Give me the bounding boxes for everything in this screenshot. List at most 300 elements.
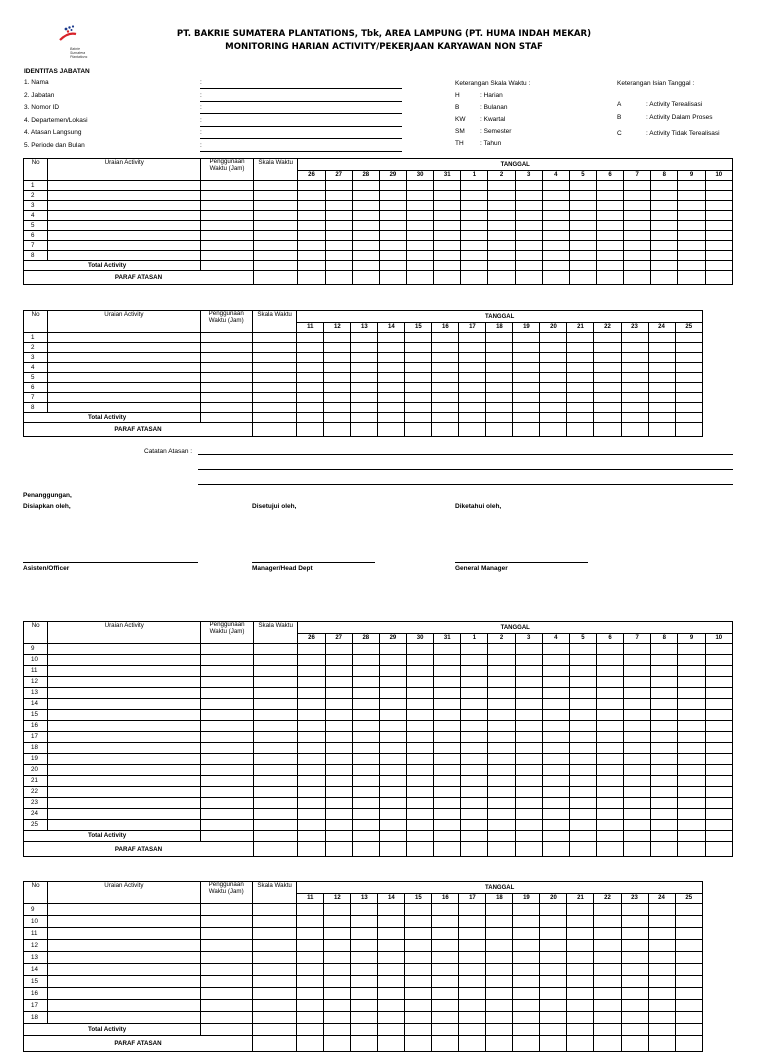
table-cell[interactable] bbox=[325, 765, 352, 776]
table-cell[interactable] bbox=[379, 211, 406, 221]
table-cell[interactable] bbox=[675, 928, 702, 940]
table-cell[interactable] bbox=[434, 677, 461, 688]
total-cell[interactable] bbox=[705, 831, 732, 842]
table-cell[interactable] bbox=[597, 231, 624, 241]
table-cell[interactable] bbox=[48, 754, 201, 765]
table-cell[interactable] bbox=[379, 181, 406, 191]
table-cell[interactable] bbox=[48, 373, 200, 383]
table-cell[interactable] bbox=[324, 940, 351, 952]
paraf-cell[interactable] bbox=[252, 1036, 296, 1052]
table-cell[interactable] bbox=[624, 688, 651, 699]
paraf-cell[interactable] bbox=[434, 842, 461, 857]
table-cell[interactable] bbox=[405, 353, 432, 363]
table-cell[interactable] bbox=[651, 221, 678, 231]
table-cell[interactable] bbox=[513, 333, 540, 343]
table-cell[interactable] bbox=[405, 403, 432, 413]
paraf-cell[interactable] bbox=[459, 423, 486, 437]
table-cell[interactable] bbox=[461, 809, 488, 820]
table-cell[interactable] bbox=[298, 776, 325, 787]
table-cell[interactable] bbox=[515, 655, 542, 666]
table-cell[interactable] bbox=[651, 776, 678, 787]
table-cell[interactable] bbox=[594, 1012, 621, 1024]
paraf-cell[interactable] bbox=[567, 423, 594, 437]
table-cell[interactable] bbox=[253, 655, 298, 666]
table-cell[interactable] bbox=[432, 383, 459, 393]
table-cell[interactable] bbox=[253, 191, 298, 201]
table-cell[interactable] bbox=[675, 940, 702, 952]
table-cell[interactable] bbox=[542, 765, 569, 776]
table-cell[interactable] bbox=[407, 191, 434, 201]
table-cell[interactable] bbox=[461, 743, 488, 754]
table-cell[interactable] bbox=[352, 231, 379, 241]
table-cell[interactable] bbox=[597, 655, 624, 666]
table-cell[interactable] bbox=[705, 710, 732, 721]
table-cell[interactable] bbox=[252, 333, 296, 343]
paraf-cell[interactable] bbox=[297, 423, 324, 437]
table-cell[interactable] bbox=[569, 743, 596, 754]
table-cell[interactable] bbox=[488, 721, 515, 732]
table-cell[interactable] bbox=[597, 688, 624, 699]
table-cell[interactable] bbox=[298, 710, 325, 721]
table-cell[interactable] bbox=[461, 721, 488, 732]
table-cell[interactable] bbox=[459, 916, 486, 928]
table-cell[interactable] bbox=[201, 201, 254, 211]
table-cell[interactable] bbox=[48, 241, 201, 251]
table-cell[interactable] bbox=[624, 666, 651, 677]
table-cell[interactable] bbox=[624, 732, 651, 743]
table-cell[interactable] bbox=[461, 655, 488, 666]
table-cell[interactable] bbox=[515, 181, 542, 191]
table-cell[interactable] bbox=[513, 343, 540, 353]
table-cell[interactable] bbox=[252, 403, 296, 413]
table-cell[interactable] bbox=[515, 241, 542, 251]
table-cell[interactable] bbox=[621, 383, 648, 393]
total-cell[interactable] bbox=[325, 831, 352, 842]
table-cell[interactable] bbox=[297, 403, 324, 413]
table-cell[interactable] bbox=[542, 666, 569, 677]
table-cell[interactable] bbox=[651, 191, 678, 201]
table-cell[interactable] bbox=[705, 655, 732, 666]
table-cell[interactable] bbox=[298, 655, 325, 666]
table-cell[interactable] bbox=[486, 393, 513, 403]
table-cell[interactable] bbox=[434, 787, 461, 798]
table-cell[interactable] bbox=[651, 655, 678, 666]
table-cell[interactable] bbox=[648, 964, 675, 976]
table-cell[interactable] bbox=[201, 721, 254, 732]
table-cell[interactable] bbox=[678, 677, 705, 688]
paraf-cell[interactable] bbox=[405, 1036, 432, 1052]
table-cell[interactable] bbox=[325, 710, 352, 721]
table-cell[interactable] bbox=[621, 964, 648, 976]
table-cell[interactable] bbox=[379, 666, 406, 677]
table-cell[interactable] bbox=[351, 383, 378, 393]
table-cell[interactable] bbox=[407, 221, 434, 231]
table-cell[interactable] bbox=[648, 952, 675, 964]
table-cell[interactable] bbox=[200, 373, 252, 383]
table-cell[interactable] bbox=[351, 976, 378, 988]
table-cell[interactable] bbox=[678, 231, 705, 241]
identity-field-input[interactable] bbox=[200, 101, 402, 102]
table-cell[interactable] bbox=[461, 787, 488, 798]
table-cell[interactable] bbox=[253, 809, 298, 820]
table-cell[interactable] bbox=[486, 928, 513, 940]
table-cell[interactable] bbox=[48, 251, 201, 261]
table-cell[interactable] bbox=[459, 343, 486, 353]
table-cell[interactable] bbox=[434, 241, 461, 251]
table-cell[interactable] bbox=[513, 976, 540, 988]
total-cell[interactable] bbox=[432, 1024, 459, 1036]
table-cell[interactable] bbox=[253, 201, 298, 211]
table-cell[interactable] bbox=[488, 688, 515, 699]
table-cell[interactable] bbox=[597, 211, 624, 221]
table-cell[interactable] bbox=[675, 343, 702, 353]
total-cell[interactable] bbox=[200, 413, 252, 423]
table-cell[interactable] bbox=[297, 964, 324, 976]
table-cell[interactable] bbox=[624, 644, 651, 655]
table-cell[interactable] bbox=[651, 743, 678, 754]
table-cell[interactable] bbox=[705, 721, 732, 732]
table-cell[interactable] bbox=[651, 231, 678, 241]
table-cell[interactable] bbox=[352, 765, 379, 776]
table-cell[interactable] bbox=[434, 251, 461, 261]
table-cell[interactable] bbox=[461, 191, 488, 201]
table-cell[interactable] bbox=[324, 988, 351, 1000]
table-cell[interactable] bbox=[378, 1012, 405, 1024]
total-cell[interactable] bbox=[648, 413, 675, 423]
table-cell[interactable] bbox=[324, 904, 351, 916]
table-cell[interactable] bbox=[461, 776, 488, 787]
table-cell[interactable] bbox=[488, 644, 515, 655]
table-cell[interactable] bbox=[459, 333, 486, 343]
table-cell[interactable] bbox=[678, 241, 705, 251]
table-cell[interactable] bbox=[678, 644, 705, 655]
table-cell[interactable] bbox=[515, 820, 542, 831]
table-cell[interactable] bbox=[432, 1000, 459, 1012]
total-cell[interactable] bbox=[253, 261, 298, 271]
table-cell[interactable] bbox=[569, 644, 596, 655]
total-cell[interactable] bbox=[678, 261, 705, 271]
total-cell[interactable] bbox=[513, 1024, 540, 1036]
table-cell[interactable] bbox=[432, 940, 459, 952]
total-cell[interactable] bbox=[461, 831, 488, 842]
signature-line[interactable] bbox=[23, 562, 198, 563]
table-cell[interactable] bbox=[678, 191, 705, 201]
table-cell[interactable] bbox=[486, 363, 513, 373]
total-cell[interactable] bbox=[407, 831, 434, 842]
table-cell[interactable] bbox=[351, 1012, 378, 1024]
identity-field-input[interactable] bbox=[200, 138, 402, 139]
table-cell[interactable] bbox=[379, 241, 406, 251]
table-cell[interactable] bbox=[253, 181, 298, 191]
table-cell[interactable] bbox=[352, 191, 379, 201]
table-cell[interactable] bbox=[461, 798, 488, 809]
table-cell[interactable] bbox=[597, 191, 624, 201]
table-cell[interactable] bbox=[594, 373, 621, 383]
table-cell[interactable] bbox=[675, 988, 702, 1000]
table-cell[interactable] bbox=[200, 363, 252, 373]
table-cell[interactable] bbox=[352, 221, 379, 231]
table-cell[interactable] bbox=[351, 952, 378, 964]
table-cell[interactable] bbox=[48, 201, 201, 211]
table-cell[interactable] bbox=[705, 211, 732, 221]
table-cell[interactable] bbox=[678, 798, 705, 809]
paraf-cell[interactable] bbox=[678, 842, 705, 857]
table-cell[interactable] bbox=[461, 688, 488, 699]
table-cell[interactable] bbox=[621, 928, 648, 940]
total-cell[interactable] bbox=[432, 413, 459, 423]
table-cell[interactable] bbox=[407, 666, 434, 677]
paraf-cell[interactable] bbox=[461, 271, 488, 285]
table-cell[interactable] bbox=[594, 976, 621, 988]
table-cell[interactable] bbox=[567, 403, 594, 413]
paraf-cell[interactable] bbox=[705, 842, 732, 857]
table-cell[interactable] bbox=[569, 666, 596, 677]
table-cell[interactable] bbox=[352, 181, 379, 191]
table-cell[interactable] bbox=[597, 677, 624, 688]
table-cell[interactable] bbox=[624, 787, 651, 798]
paraf-cell[interactable] bbox=[486, 423, 513, 437]
table-cell[interactable] bbox=[407, 721, 434, 732]
table-cell[interactable] bbox=[352, 809, 379, 820]
table-cell[interactable] bbox=[407, 765, 434, 776]
table-cell[interactable] bbox=[542, 181, 569, 191]
table-cell[interactable] bbox=[48, 798, 201, 809]
table-cell[interactable] bbox=[432, 333, 459, 343]
table-cell[interactable] bbox=[459, 940, 486, 952]
table-cell[interactable] bbox=[48, 916, 200, 928]
table-cell[interactable] bbox=[569, 732, 596, 743]
table-cell[interactable] bbox=[298, 241, 325, 251]
table-cell[interactable] bbox=[407, 699, 434, 710]
table-cell[interactable] bbox=[352, 201, 379, 211]
table-cell[interactable] bbox=[201, 191, 254, 201]
table-cell[interactable] bbox=[379, 798, 406, 809]
table-cell[interactable] bbox=[459, 353, 486, 363]
table-cell[interactable] bbox=[597, 699, 624, 710]
table-cell[interactable] bbox=[678, 181, 705, 191]
table-cell[interactable] bbox=[705, 732, 732, 743]
paraf-cell[interactable] bbox=[324, 1036, 351, 1052]
paraf-cell[interactable] bbox=[648, 423, 675, 437]
table-cell[interactable] bbox=[201, 181, 254, 191]
table-cell[interactable] bbox=[705, 798, 732, 809]
total-cell[interactable] bbox=[297, 413, 324, 423]
table-cell[interactable] bbox=[621, 393, 648, 403]
table-cell[interactable] bbox=[252, 1012, 296, 1024]
table-cell[interactable] bbox=[624, 743, 651, 754]
table-cell[interactable] bbox=[624, 765, 651, 776]
table-cell[interactable] bbox=[513, 1000, 540, 1012]
table-cell[interactable] bbox=[298, 644, 325, 655]
table-cell[interactable] bbox=[378, 383, 405, 393]
table-cell[interactable] bbox=[624, 211, 651, 221]
table-cell[interactable] bbox=[405, 1000, 432, 1012]
total-cell[interactable] bbox=[515, 261, 542, 271]
paraf-cell[interactable] bbox=[379, 271, 406, 285]
table-cell[interactable] bbox=[432, 1012, 459, 1024]
paraf-cell[interactable] bbox=[434, 271, 461, 285]
table-cell[interactable] bbox=[594, 928, 621, 940]
table-cell[interactable] bbox=[651, 688, 678, 699]
table-cell[interactable] bbox=[325, 798, 352, 809]
table-cell[interactable] bbox=[252, 363, 296, 373]
table-cell[interactable] bbox=[352, 710, 379, 721]
total-cell[interactable] bbox=[624, 831, 651, 842]
table-cell[interactable] bbox=[201, 787, 254, 798]
paraf-cell[interactable] bbox=[621, 423, 648, 437]
table-cell[interactable] bbox=[200, 393, 252, 403]
paraf-cell[interactable] bbox=[432, 1036, 459, 1052]
total-cell[interactable] bbox=[352, 831, 379, 842]
paraf-cell[interactable] bbox=[298, 842, 325, 857]
table-cell[interactable] bbox=[597, 765, 624, 776]
table-cell[interactable] bbox=[675, 1000, 702, 1012]
table-cell[interactable] bbox=[567, 333, 594, 343]
table-cell[interactable] bbox=[298, 221, 325, 231]
table-cell[interactable] bbox=[378, 373, 405, 383]
table-cell[interactable] bbox=[461, 231, 488, 241]
table-cell[interactable] bbox=[515, 754, 542, 765]
table-cell[interactable] bbox=[569, 710, 596, 721]
table-cell[interactable] bbox=[297, 904, 324, 916]
table-cell[interactable] bbox=[705, 241, 732, 251]
table-cell[interactable] bbox=[648, 343, 675, 353]
table-cell[interactable] bbox=[678, 699, 705, 710]
table-cell[interactable] bbox=[488, 820, 515, 831]
table-cell[interactable] bbox=[379, 809, 406, 820]
table-cell[interactable] bbox=[405, 928, 432, 940]
table-cell[interactable] bbox=[48, 688, 201, 699]
table-cell[interactable] bbox=[405, 916, 432, 928]
table-cell[interactable] bbox=[515, 710, 542, 721]
table-cell[interactable] bbox=[407, 754, 434, 765]
table-cell[interactable] bbox=[201, 699, 254, 710]
table-cell[interactable] bbox=[48, 677, 201, 688]
table-cell[interactable] bbox=[513, 363, 540, 373]
table-cell[interactable] bbox=[567, 940, 594, 952]
table-cell[interactable] bbox=[624, 677, 651, 688]
table-cell[interactable] bbox=[540, 343, 567, 353]
table-cell[interactable] bbox=[542, 191, 569, 201]
table-cell[interactable] bbox=[407, 776, 434, 787]
table-cell[interactable] bbox=[594, 904, 621, 916]
table-cell[interactable] bbox=[597, 201, 624, 211]
table-cell[interactable] bbox=[567, 343, 594, 353]
table-cell[interactable] bbox=[542, 251, 569, 261]
table-cell[interactable] bbox=[513, 964, 540, 976]
table-cell[interactable] bbox=[298, 201, 325, 211]
table-cell[interactable] bbox=[705, 251, 732, 261]
table-cell[interactable] bbox=[540, 393, 567, 403]
total-cell[interactable] bbox=[542, 261, 569, 271]
table-cell[interactable] bbox=[48, 343, 200, 353]
table-cell[interactable] bbox=[597, 809, 624, 820]
table-cell[interactable] bbox=[253, 677, 298, 688]
table-cell[interactable] bbox=[621, 363, 648, 373]
table-cell[interactable] bbox=[324, 343, 351, 353]
table-cell[interactable] bbox=[325, 787, 352, 798]
table-cell[interactable] bbox=[378, 904, 405, 916]
table-cell[interactable] bbox=[486, 952, 513, 964]
table-cell[interactable] bbox=[567, 904, 594, 916]
paraf-cell[interactable] bbox=[624, 271, 651, 285]
table-cell[interactable] bbox=[352, 655, 379, 666]
table-cell[interactable] bbox=[621, 333, 648, 343]
table-cell[interactable] bbox=[200, 343, 252, 353]
table-cell[interactable] bbox=[253, 765, 298, 776]
table-cell[interactable] bbox=[201, 221, 254, 231]
table-cell[interactable] bbox=[624, 798, 651, 809]
total-cell[interactable] bbox=[325, 261, 352, 271]
table-cell[interactable] bbox=[407, 677, 434, 688]
table-cell[interactable] bbox=[297, 393, 324, 403]
table-cell[interactable] bbox=[624, 221, 651, 231]
table-cell[interactable] bbox=[651, 251, 678, 261]
table-cell[interactable] bbox=[434, 732, 461, 743]
table-cell[interactable] bbox=[379, 732, 406, 743]
table-cell[interactable] bbox=[298, 809, 325, 820]
table-cell[interactable] bbox=[515, 677, 542, 688]
table-cell[interactable] bbox=[621, 373, 648, 383]
table-cell[interactable] bbox=[624, 181, 651, 191]
table-cell[interactable] bbox=[325, 655, 352, 666]
table-cell[interactable] bbox=[621, 403, 648, 413]
table-cell[interactable] bbox=[379, 721, 406, 732]
table-cell[interactable] bbox=[542, 776, 569, 787]
table-cell[interactable] bbox=[325, 688, 352, 699]
table-cell[interactable] bbox=[432, 916, 459, 928]
paraf-cell[interactable] bbox=[297, 1036, 324, 1052]
table-cell[interactable] bbox=[324, 928, 351, 940]
table-cell[interactable] bbox=[405, 383, 432, 393]
paraf-cell[interactable] bbox=[325, 842, 352, 857]
total-cell[interactable] bbox=[597, 831, 624, 842]
table-cell[interactable] bbox=[461, 732, 488, 743]
table-cell[interactable] bbox=[434, 721, 461, 732]
table-cell[interactable] bbox=[624, 776, 651, 787]
table-cell[interactable] bbox=[405, 952, 432, 964]
table-cell[interactable] bbox=[569, 251, 596, 261]
table-cell[interactable] bbox=[298, 666, 325, 677]
table-cell[interactable] bbox=[486, 976, 513, 988]
table-cell[interactable] bbox=[515, 191, 542, 201]
table-cell[interactable] bbox=[567, 363, 594, 373]
table-cell[interactable] bbox=[351, 940, 378, 952]
table-cell[interactable] bbox=[621, 343, 648, 353]
table-cell[interactable] bbox=[515, 776, 542, 787]
table-cell[interactable] bbox=[407, 201, 434, 211]
table-cell[interactable] bbox=[567, 928, 594, 940]
table-cell[interactable] bbox=[434, 765, 461, 776]
table-cell[interactable] bbox=[378, 363, 405, 373]
table-cell[interactable] bbox=[461, 221, 488, 231]
table-cell[interactable] bbox=[325, 221, 352, 231]
table-cell[interactable] bbox=[569, 655, 596, 666]
table-cell[interactable] bbox=[48, 952, 200, 964]
paraf-cell[interactable] bbox=[594, 423, 621, 437]
table-cell[interactable] bbox=[298, 191, 325, 201]
total-cell[interactable] bbox=[378, 1024, 405, 1036]
table-cell[interactable] bbox=[513, 904, 540, 916]
table-cell[interactable] bbox=[705, 776, 732, 787]
paraf-cell[interactable] bbox=[624, 842, 651, 857]
table-cell[interactable] bbox=[48, 191, 201, 201]
table-cell[interactable] bbox=[252, 373, 296, 383]
table-cell[interactable] bbox=[678, 688, 705, 699]
paraf-cell[interactable] bbox=[515, 271, 542, 285]
total-cell[interactable] bbox=[513, 413, 540, 423]
table-cell[interactable] bbox=[540, 353, 567, 363]
